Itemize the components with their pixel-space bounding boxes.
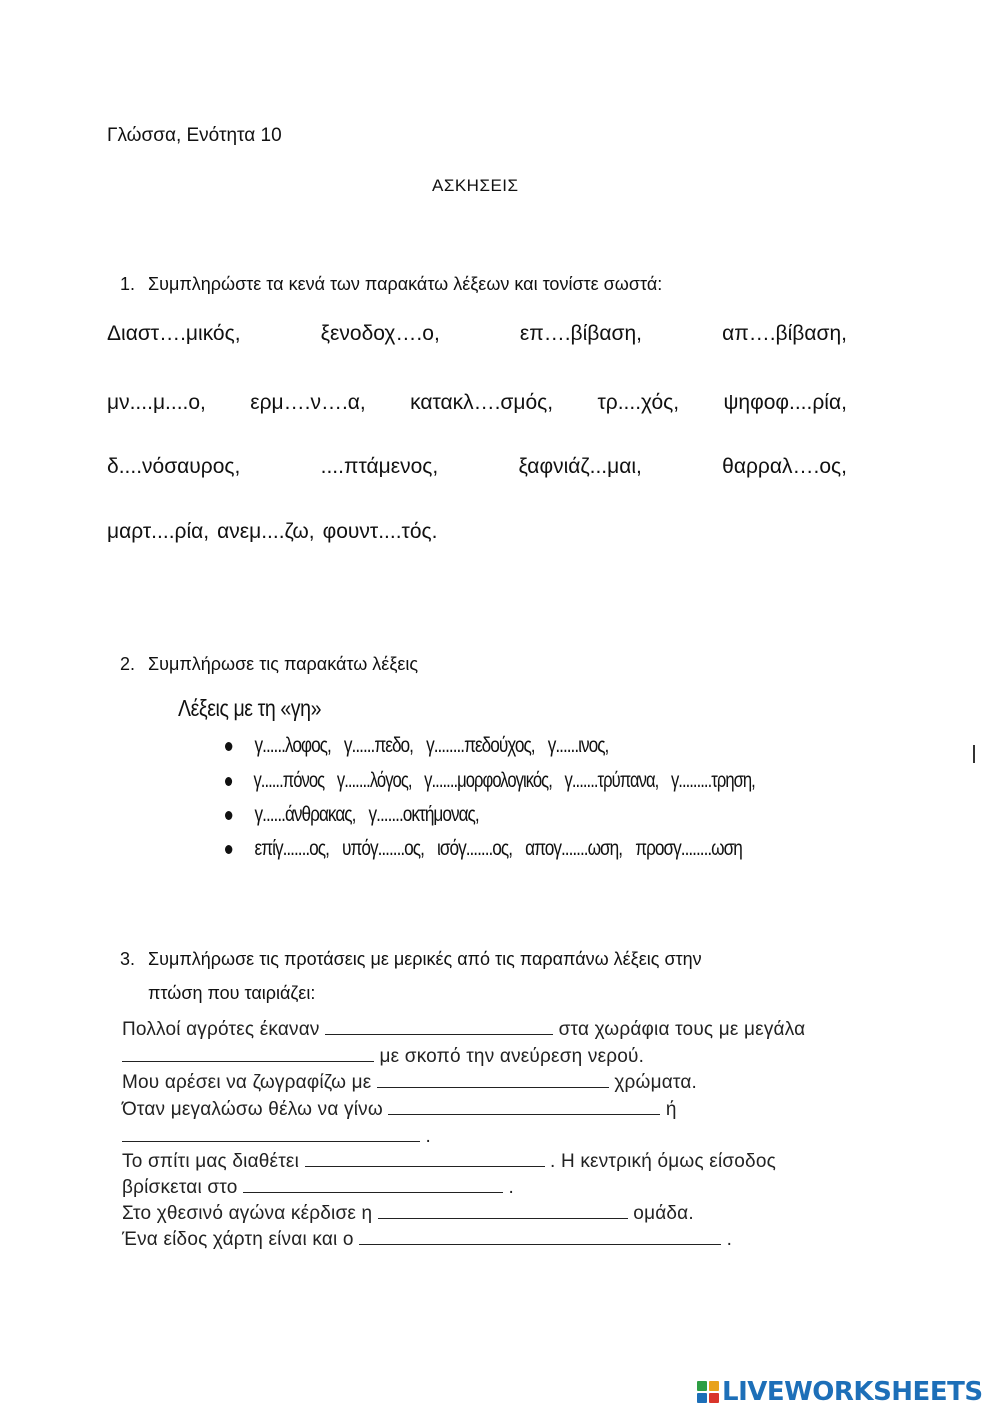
- sentence-2: [122, 1043, 644, 1068]
- liveworksheets-logo-icon: [697, 1381, 719, 1403]
- sentence-text: βρίσκεται στο: [122, 1177, 238, 1198]
- exercise-2-word: γ.........τρηση,: [670, 769, 755, 792]
- exercise-1-word: ερμ….ν….α,: [250, 391, 366, 414]
- exercise-2-word: γ......ινος,: [547, 734, 609, 757]
- exercise-3-title: [120, 949, 702, 970]
- exercise-3-label-line-2: πτώση που ταιριάζει:: [148, 983, 316, 1003]
- exercise-3-label-line-1: Συμπλήρωσε τις προτάσεις με μερικές από τις παραπάνω λέξεις στην: [148, 949, 702, 969]
- answer-blank[interactable]: [305, 1148, 545, 1167]
- bullet-icon: [225, 811, 232, 820]
- logo-square: [709, 1393, 719, 1403]
- exercise-1-number: 1.: [120, 274, 136, 294]
- exercise-2-word: υπόγ.......ος,: [342, 837, 424, 860]
- sentence-text: Ένα είδος χάρτη είναι και ο: [122, 1229, 354, 1250]
- sentence-3: [122, 1069, 697, 1094]
- exercise-2-word: προσγ........ωση: [635, 837, 742, 860]
- exercise-1-label: Συμπληρώστε τα κενά των παρακάτω λέξεων και τονίστε σωστά:: [148, 274, 663, 294]
- exercise-1-title: [120, 274, 662, 295]
- bullet-icon: [225, 777, 232, 786]
- sentence-4: [122, 1096, 677, 1121]
- sentence-5: [122, 1123, 431, 1148]
- scan-edge-mark: [973, 745, 975, 763]
- sentence-6: [122, 1148, 776, 1173]
- exercise-2-word: γ........πεδούχος,: [426, 734, 535, 757]
- sentence-text: ομάδα.: [633, 1203, 694, 1224]
- sentence-text: Το σπίτι μας διαθέτει: [122, 1151, 300, 1172]
- exercise-2-word: ισόγ.......ος,: [436, 837, 513, 860]
- sentence-7: [122, 1174, 514, 1199]
- exercise-1-word: ξενοδοχ….ο,: [320, 322, 440, 345]
- answer-blank[interactable]: [122, 1123, 420, 1142]
- exercise-2-word: γ.......οκτήμονας,: [368, 803, 479, 826]
- sentence-8: [122, 1200, 694, 1225]
- bullet-icon: [225, 742, 232, 751]
- sentence-text: . Η κεντρική όμως είσοδος: [549, 1151, 776, 1172]
- exercise-2-word: γ.......λόγος,: [336, 769, 412, 792]
- exercise-3-number: 3.: [120, 949, 136, 969]
- exercise-2-bullet-1: [225, 734, 621, 758]
- sentence-text: στα χωράφια τους με μεγάλα: [558, 1019, 806, 1040]
- exercise-2-bullet-3: [225, 803, 492, 827]
- answer-blank[interactable]: [243, 1174, 503, 1193]
- worksheet-header: Γλώσσα, Ενότητα 10: [107, 125, 282, 146]
- exercise-2-number: 2.: [120, 654, 136, 674]
- exercise-2-title: [120, 654, 418, 675]
- exercise-1-word: τρ....χός,: [597, 391, 680, 414]
- sentence-text: με σκοπό την ανεύρεση νερού.: [379, 1046, 645, 1067]
- logo-square: [697, 1393, 707, 1403]
- answer-blank[interactable]: [378, 1200, 628, 1219]
- exercise-1-word: ψηφοφ....ρία,: [723, 391, 847, 414]
- sentence-text: Στο χθεσινό αγώνα κέρδισε η: [122, 1203, 373, 1224]
- sentence-text: χρώματα.: [614, 1072, 698, 1093]
- exercise-1-line-2: [107, 391, 847, 415]
- exercise-1-word: ξαφνιάζ...μαι,: [518, 455, 642, 478]
- exercise-2-word: γ.......μορφολογικός,: [424, 769, 552, 792]
- sentence-1: [122, 1016, 805, 1041]
- sentence-text: Πολλοί αγρότες έκαναν: [122, 1019, 320, 1040]
- exercise-1-word: θαρραλ….ος,: [722, 455, 847, 478]
- exercise-1-word: μν....μ....ο,: [107, 391, 206, 414]
- exercise-2-heading: Λέξεις με τη «γη»: [178, 695, 322, 721]
- exercise-1-line-3: [107, 455, 847, 479]
- exercise-2-word: απογ.......ωση,: [525, 837, 623, 860]
- logo-square: [697, 1381, 707, 1391]
- sentence-text: Μου αρέσει να ζωγραφίζω με: [122, 1072, 372, 1093]
- exercise-1-word: φουντ....τός.: [322, 520, 438, 543]
- exercise-2-word: γ......άνθρακας,: [254, 803, 356, 826]
- exercise-1-line-1: [107, 322, 847, 346]
- bullet-icon: [225, 845, 232, 854]
- sentence-text: Όταν μεγαλώσω θέλω να γίνω: [122, 1099, 383, 1120]
- liveworksheets-logo-text: LIVEWORKSHEETS: [722, 1377, 983, 1407]
- exercise-1-word: Διαστ….μικός,: [107, 322, 241, 345]
- exercise-2-label: Συμπλήρωσε τις παρακάτω λέξεις: [148, 654, 419, 674]
- exercise-2-bullet-2: [225, 769, 767, 793]
- exercise-1-word: ....πτάμενος,: [320, 455, 439, 478]
- exercise-2-word: γ.......τρύπανα,: [564, 769, 659, 792]
- exercise-1-word: απ….βίβαση,: [722, 322, 847, 345]
- exercise-1-word: δ....νόσαυρος,: [107, 455, 241, 478]
- exercise-1-word: μαρτ....ρία,: [107, 520, 210, 543]
- exercise-2-bullet-4: [225, 837, 755, 861]
- answer-blank[interactable]: [325, 1016, 553, 1035]
- exercise-2-word: γ......λοφος,: [254, 734, 331, 757]
- exercise-1-word: κατακλ….σμός,: [410, 391, 554, 414]
- sentence-text: .: [508, 1177, 514, 1198]
- answer-blank[interactable]: [388, 1096, 660, 1115]
- answer-blank[interactable]: [359, 1226, 721, 1245]
- sentence-text: .: [425, 1126, 431, 1147]
- exercise-2-word: γ......πόνος: [253, 769, 325, 792]
- answer-blank[interactable]: [377, 1069, 609, 1088]
- sentence-9: [122, 1226, 732, 1251]
- worksheet-title: ΑΣΚΗΣΕΙΣ: [432, 176, 519, 195]
- exercise-1-word: επ….βίβαση,: [519, 322, 642, 345]
- liveworksheets-logo: [697, 1377, 983, 1407]
- exercise-1-line-4: [107, 520, 847, 544]
- answer-blank[interactable]: [122, 1043, 374, 1062]
- sentence-text: .: [726, 1229, 733, 1250]
- logo-square: [709, 1381, 719, 1391]
- sentence-text: ή: [665, 1099, 677, 1120]
- exercise-2-word: γ......πεδο,: [343, 734, 413, 757]
- exercise-1-word: ανεμ....ζω,: [217, 520, 315, 543]
- exercise-2-word: επίγ.......ος,: [254, 837, 329, 860]
